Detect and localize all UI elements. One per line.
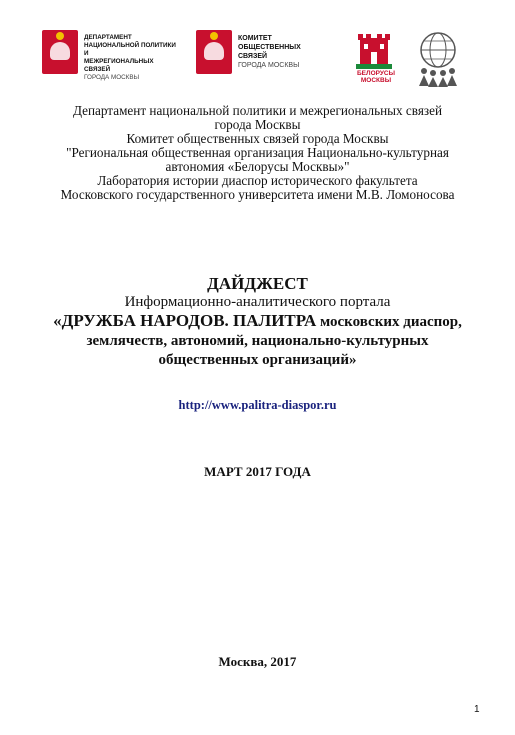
portal-name-rest: московских диаспор, [316,314,462,330]
org-line: автономия «Белорусы Москвы»" [165,159,350,174]
org-line: города Москвы [214,117,301,132]
org-line: Комитет общественных связей города Москвы [126,131,389,146]
belarus-logo-text [352,70,400,84]
moscow-coat-of-arms-icon [42,30,78,74]
moscow-coat-of-arms-icon [196,30,232,74]
portal-name-line3: общественных организаций» [158,352,357,368]
committee-logo-text [238,34,333,70]
dept-logo-line3: МЕЖРЕГИОНАЛЬНЫХ СВЯЗЕЙ [84,58,154,73]
belarus-logo-line2: МОСКВЫ [360,77,392,84]
portal-name-line1 [0,311,515,332]
dept-logo [42,30,179,82]
dept-logo-line4: ГОРОДА МОСКВЫ [84,74,140,81]
publication-place-year: Москва, 2017 [218,654,297,669]
dept-logo-line2: НАЦИОНАЛЬНОЙ ПОЛИТИКИ И [84,42,176,57]
org-line: Московского государственного университета имени М.В. Ломоносова [60,187,455,202]
logo-row [0,30,515,90]
committee-logo-line1: КОМИТЕТ ОБЩЕСТВЕННЫХ [238,35,301,51]
org-line: Департамент национальной политики и межрегиональных связей [72,103,443,118]
portal-name-line2: землячеств, автономий, национально-культурных [86,333,429,349]
committee-logo [196,30,333,74]
committee-logo-line2: СВЯЗЕЙ [238,53,268,60]
committee-logo-line3: ГОРОДА МОСКВЫ [238,62,300,69]
digest-title-block [0,274,515,370]
dept-logo-line1: ДЕПАРТАМЕНТ [84,34,132,41]
dept-logo-text [84,34,179,82]
belarus-logo-line1: БЕЛОРУСЫ [357,70,395,77]
belarus-tower-icon [352,32,396,70]
org-line: Лаборатория истории диаспор исторического факультета [97,173,418,188]
digest-subtitle: Информационно-аналитического портала [124,294,391,310]
digest-title: ДАЙДЖЕСТ [207,274,308,293]
page-number: 1 [474,704,480,715]
portal-url[interactable]: http://www.palitra-diaspor.ru [178,398,337,412]
portal-name-bold: «ДРУЖБА НАРОДОВ. ПАЛИТРА [53,311,317,330]
diaspora-lab-logo [414,30,462,88]
org-line: "Региональная общественная организация Национально-культурная [66,145,449,160]
globe-people-icon [414,30,462,88]
portal-name [0,311,515,370]
organizations-block [0,104,515,202]
issue-month: МАРТ 2017 ГОДА [204,464,311,479]
belarus-logo [352,32,396,88]
